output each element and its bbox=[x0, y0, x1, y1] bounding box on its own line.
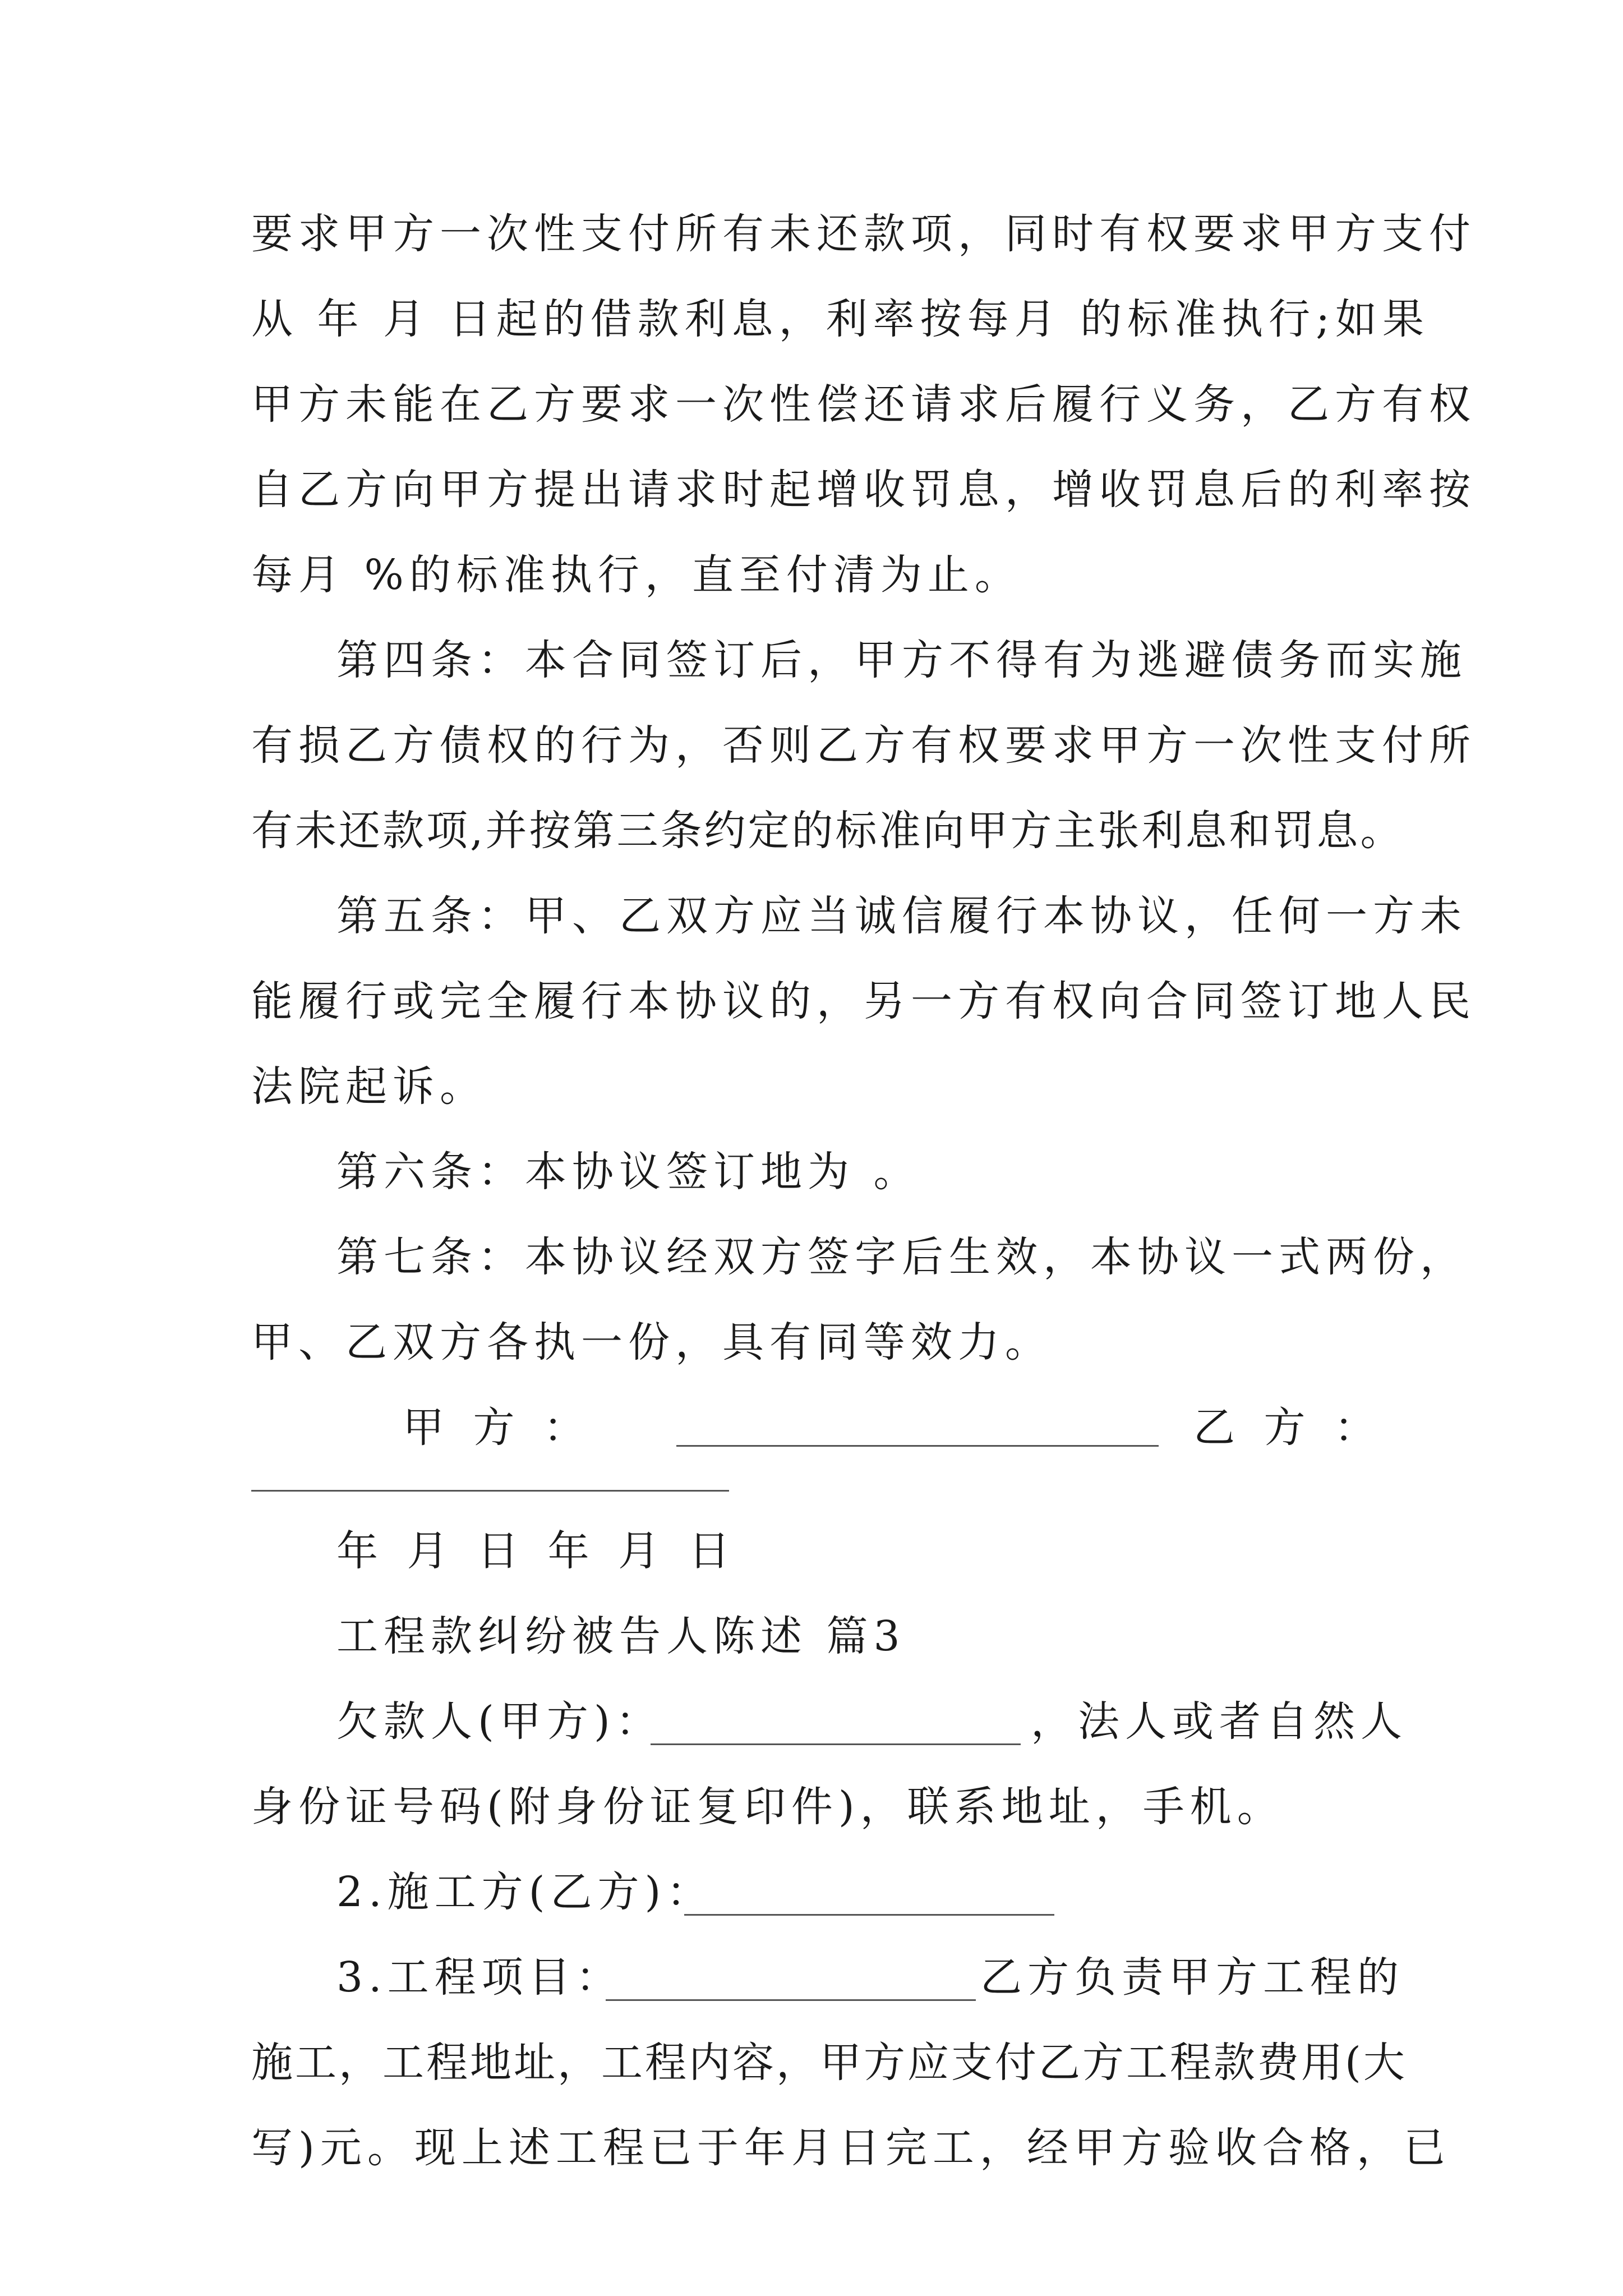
debtor-tail: ，法人或者自然人 bbox=[1031, 1697, 1408, 1746]
section-title: 工程款纠纷被告人陈述 篇3 bbox=[336, 1612, 906, 1660]
article-6-line: 第六条：本协议签订地为 。 bbox=[336, 1148, 921, 1196]
builder-label: 2.施工方(乙方)： bbox=[336, 1868, 714, 1916]
project-detail-line: 写)元。现上述工程已于年月日完工，经甲方验收合格，已 bbox=[251, 2124, 1451, 2172]
party-a-signature-line bbox=[676, 1445, 1159, 1447]
article-5-line: 第五条：甲、乙双方应当诚信履行本协议，任何一方未 bbox=[336, 892, 1467, 940]
paragraph-line: 每月 %的标准执行，直至付清为止。 bbox=[251, 551, 1022, 599]
debtor-blank bbox=[651, 1743, 1021, 1745]
party-a-label: 甲 方 ： bbox=[403, 1404, 593, 1452]
project-label: 3.工程项目： bbox=[336, 1953, 623, 2001]
article-7-line: 甲、乙双方各执一份，具有同等效力。 bbox=[251, 1318, 1052, 1366]
project-blank bbox=[606, 1999, 976, 2001]
article-7-line: 第七条：本协议经双方签字后生效，本协议一式两份， bbox=[336, 1233, 1467, 1281]
article-4-line: 第四条：本合同签订后，甲方不得有为逃避债务而实施 bbox=[336, 636, 1467, 684]
paragraph-line: 甲方未能在乙方要求一次性偿还请求后履行义务，乙方有权 bbox=[251, 380, 1476, 429]
article-5-line: 法院起诉。 bbox=[251, 1062, 487, 1111]
article-4-line: 有损乙方债权的行为，否则乙方有权要求甲方一次性支付所 bbox=[251, 721, 1476, 770]
debtor-label: 欠款人(甲方)： bbox=[336, 1697, 663, 1746]
project-tail: 乙方负责甲方工程的 bbox=[980, 1953, 1404, 2001]
paragraph-line: 自乙方向甲方提出请求时起增收罚息，增收罚息后的利率按 bbox=[251, 466, 1476, 514]
debtor-detail-line: 身份证号码(附身份证复印件)，联系地址，手机。 bbox=[251, 1783, 1284, 1831]
date-line: 年 月 日 年 月 日 bbox=[336, 1527, 738, 1575]
project-detail-line: 施工，工程地址，工程内容，甲方应支付乙方工程款费用(大 bbox=[251, 2039, 1407, 2087]
builder-blank bbox=[684, 1914, 1054, 1916]
paragraph-line: 从 年 月 日起的借款利息，利率按每月 的标准执行;如果 bbox=[251, 295, 1430, 343]
party-b-label: 乙 方 ： bbox=[1193, 1404, 1384, 1452]
article-5-line: 能履行或完全履行本协议的，另一方有权向合同签订地人民 bbox=[251, 977, 1476, 1025]
party-b-signature-line bbox=[251, 1490, 729, 1492]
article-4-line: 有未还款项,并按第三条约定的标准向甲方主张利息和罚息。 bbox=[251, 807, 1404, 855]
paragraph-line: 要求甲方一次性支付所有未还款项，同时有权要求甲方支付 bbox=[251, 210, 1476, 258]
